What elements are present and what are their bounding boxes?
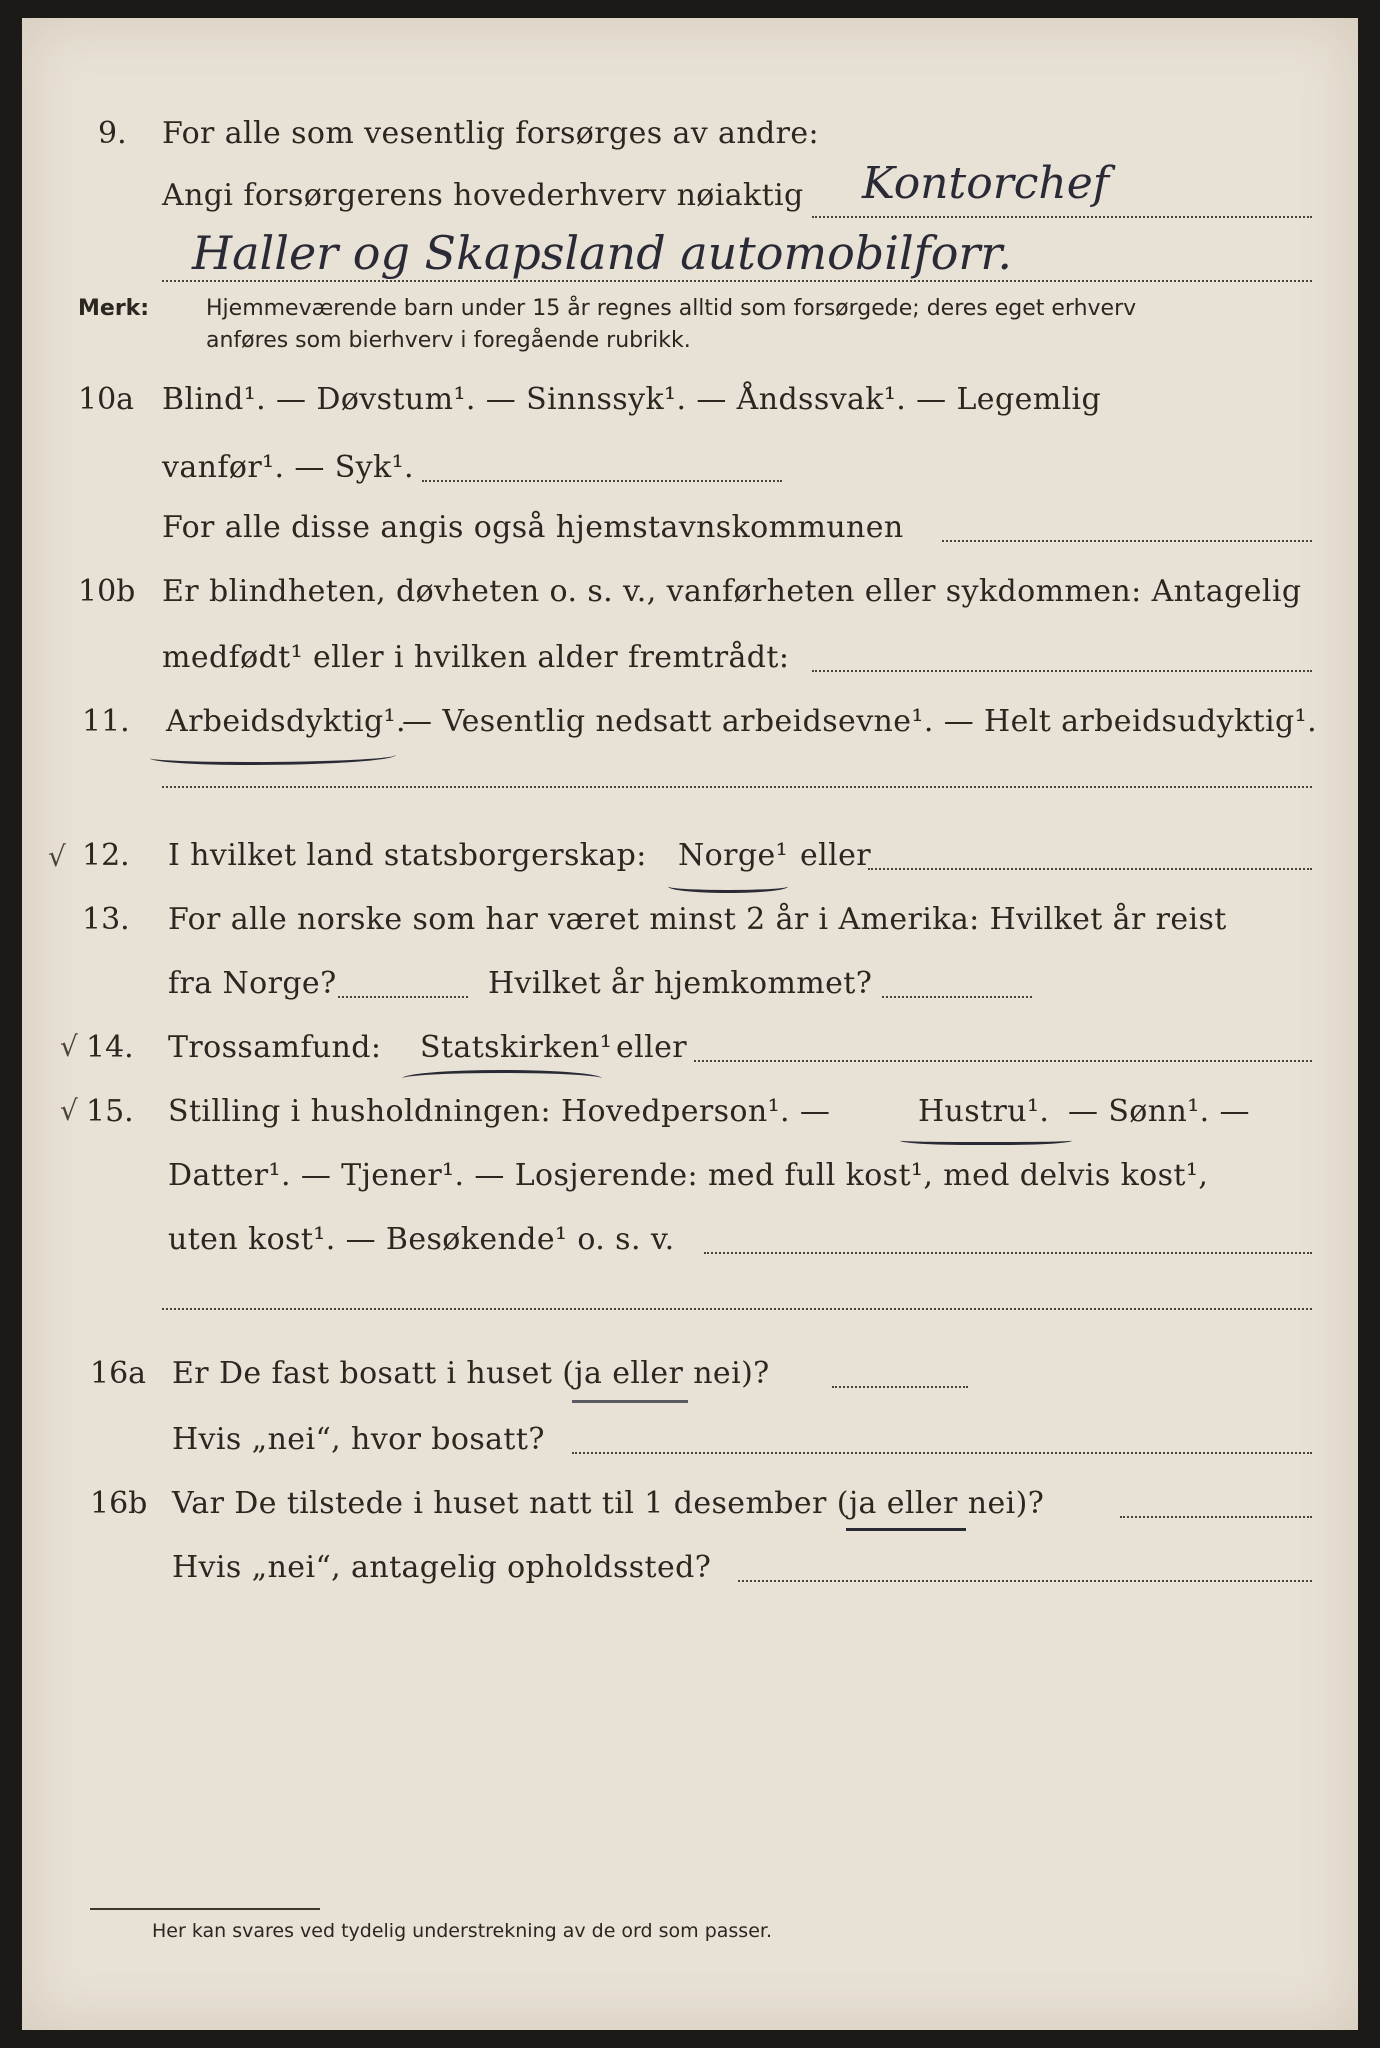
q14-handwritten-underline (402, 1070, 602, 1087)
q16b-line1: Var De tilstede i huset natt til 1 desember (ja eller nei)? (172, 1486, 1045, 1521)
q13-hjemkommet-label: Hvilket år hjemkommet? (488, 966, 873, 1001)
q16b-line2: Hvis „nei“, antagelig opholdssted? (172, 1550, 712, 1585)
q16b-fill-line2 (738, 1580, 1312, 1582)
q14-fill-line (694, 1060, 1312, 1062)
q10b-line2: medfødt¹ eller i hvilken alder fremtrådt: (162, 640, 790, 675)
q15-check-mark: √ (60, 1094, 78, 1127)
q15-fill-line4 (162, 1308, 1312, 1310)
merk-line1: Hjemmeværende barn under 15 år regnes alltid som forsørgede; deres eget erhverv (206, 296, 1137, 321)
q11-option-arbeidsdyktig: Arbeidsdyktig¹. (166, 704, 406, 739)
q13-reist-fill (338, 996, 468, 998)
q10a-line1: Blind¹. — Døvstum¹. — Sinnssyk¹. — Åndssvak¹. — Legemlig (162, 382, 1102, 417)
q13-hjemkommet-fill (882, 996, 1032, 998)
q16b-number: 16b (90, 1486, 148, 1521)
q9-fill-line1 (812, 216, 1312, 218)
q10b-fill-line (812, 670, 1312, 672)
q15-fill-line3 (704, 1252, 1312, 1254)
q12-number: 12. (82, 838, 130, 873)
q11-other-options: — Vesentlig nedsatt arbeidsevne¹. — Helt arbeidsudyktig¹. (402, 704, 1318, 739)
q16a-fill-line2 (572, 1452, 1312, 1454)
q12-question: I hvilket land statsborgerskap: (168, 838, 647, 873)
q13-reist-label: fra Norge? (168, 966, 337, 1001)
footnote-rule (90, 1908, 320, 1910)
q16a-pencil-mark (572, 1400, 688, 1409)
q15-option-hustru: Hustru¹. (918, 1094, 1050, 1129)
q15-line3: uten kost¹. — Besøkende¹ o. s. v. (168, 1222, 675, 1257)
q12-option-norge: Norge¹ (678, 838, 789, 873)
q12-option-eller: eller (800, 838, 872, 873)
q10a-line3: For alle disse angis også hjemstavnskommunen (162, 510, 904, 545)
q10a-number: 10a (78, 382, 135, 417)
q13-number: 13. (82, 902, 130, 937)
q15-option-sonn: — Sønn¹. — (1068, 1094, 1250, 1129)
merk-line2: anføres som bierhverv i foregående rubrikk. (206, 328, 691, 353)
q11-handwritten-underline (150, 748, 396, 765)
q15-number: 15. (86, 1094, 134, 1129)
q16a-number: 16a (90, 1356, 147, 1391)
q14-check-mark: √ (60, 1030, 78, 1063)
q12-handwritten-underline (668, 880, 788, 893)
q16a-line2: Hvis „nei“, hvor bosatt? (172, 1422, 545, 1457)
q10b-line1: Er blindheten, døvheten o. s. v., vanførheten eller sykdommen: Antagelig (162, 574, 1302, 609)
merk-label: Merk: (78, 296, 150, 321)
q13-line1: For alle norske som har været minst 2 år i Amerika: Hvilket år reist (168, 902, 1227, 937)
q9-number: 9. (98, 116, 127, 151)
q10b-number: 10b (78, 574, 136, 609)
footnote-text: Her kan svares ved tydelig understrekning av de ord som passer. (152, 1920, 772, 1942)
q15-question: Stilling i husholdningen: Hovedperson¹. — (168, 1094, 831, 1129)
q10a-fill-line3 (942, 540, 1312, 542)
q16a-line1: Er De fast bosatt i huset (ja eller nei)? (172, 1356, 770, 1391)
q9-line1: For alle som vesentlig forsørges av andre: (162, 116, 820, 151)
q9-handwritten-employer: Haller og Skapsland automobilforr. (192, 226, 1012, 280)
q16b-fill-line1 (1120, 1516, 1312, 1518)
q9-fill-line2 (162, 280, 1312, 282)
q10a-line2: vanfør¹. — Syk¹. (162, 450, 414, 485)
q14-question: Trossamfund: (168, 1030, 382, 1065)
q12-check-mark: √ (48, 840, 66, 873)
q16b-handwritten-underline (846, 1528, 966, 1537)
q14-option-statskirken: Statskirken¹ (420, 1030, 613, 1065)
q9-line2: Angi forsørgerens hovederhverv nøiaktig (162, 178, 804, 213)
census-form-page (22, 18, 1358, 2030)
q14-option-eller: eller (616, 1030, 688, 1065)
q10a-fill-line2 (422, 480, 782, 482)
q14-number: 14. (86, 1030, 134, 1065)
q16a-fill-line1 (832, 1386, 968, 1388)
q15-handwritten-underline (900, 1134, 1072, 1145)
q12-fill-line (868, 868, 1312, 870)
q9-handwritten-occupation: Kontorchef (862, 158, 1110, 209)
q11-fill-line (162, 786, 1312, 788)
q11-number: 11. (82, 704, 130, 739)
q15-line2: Datter¹. — Tjener¹. — Losjerende: med full kost¹, med delvis kost¹, (168, 1158, 1209, 1193)
